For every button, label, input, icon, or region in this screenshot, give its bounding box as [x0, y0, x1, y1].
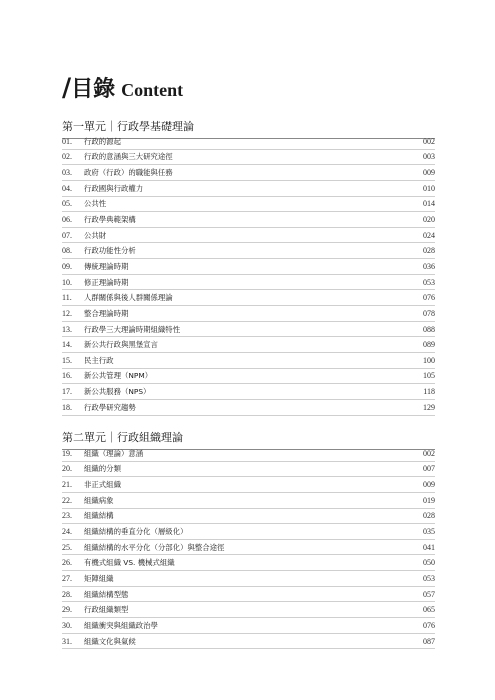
toc-entry[interactable] — [62, 571, 435, 587]
entry-page: 009 — [423, 168, 435, 178]
entry-number: 20. — [62, 464, 72, 474]
entry-number: 05. — [62, 199, 72, 209]
entry-title: 組織（理論）意涵 — [84, 448, 144, 458]
toc-entry[interactable] — [62, 540, 435, 556]
entry-title: 公共性 — [84, 199, 107, 209]
entry-page: 035 — [423, 527, 435, 537]
entry-number: 18. — [62, 402, 72, 412]
entry-title: 非正式組織 — [84, 480, 121, 490]
entry-title: 公共財 — [84, 230, 107, 240]
entry-number: 06. — [62, 215, 72, 225]
toc-entry[interactable] — [62, 181, 435, 197]
entry-page: 009 — [423, 480, 435, 490]
toc-entry[interactable] — [62, 618, 435, 634]
entry-number: 24. — [62, 527, 72, 537]
entry-number: 02. — [62, 152, 72, 162]
toc-entry[interactable] — [62, 555, 435, 571]
toc-entry[interactable] — [62, 493, 435, 509]
toc-entry[interactable] — [62, 150, 435, 166]
entry-title: 組織結構的垂直分化（層級化） — [84, 527, 188, 537]
entry-number: 23. — [62, 511, 72, 521]
toc-entry[interactable] — [62, 212, 435, 228]
entry-number: 12. — [62, 308, 72, 318]
entry-page: 028 — [423, 246, 435, 256]
entry-page: 002 — [423, 136, 435, 146]
entry-title: 有機式組織 VS. 機械式組織 — [84, 558, 175, 568]
entry-page: 007 — [423, 464, 435, 474]
entry-title: 傳統理論時期 — [84, 261, 129, 271]
unit-2-heading: 第二單元｜行政組織理論 — [62, 429, 435, 450]
entry-number: 15. — [62, 355, 72, 365]
toc-entry[interactable] — [62, 462, 435, 478]
entry-page: 078 — [423, 308, 435, 318]
entry-number: 30. — [62, 620, 72, 630]
entry-title: 行政學研究趨勢 — [84, 402, 136, 412]
entry-page: 028 — [423, 511, 435, 521]
entry-number: 19. — [62, 448, 72, 458]
entry-title: 矩陣組織 — [84, 573, 114, 583]
entry-title: 行政的源起 — [84, 136, 121, 146]
toc-entry[interactable] — [62, 228, 435, 244]
entry-number: 09. — [62, 261, 72, 271]
toc-entry[interactable] — [62, 634, 435, 650]
toc-entry[interactable] — [62, 337, 435, 353]
entry-page: 010 — [423, 183, 435, 193]
entry-title: 組織病象 — [84, 495, 114, 505]
entry-page: 014 — [423, 199, 435, 209]
entry-number: 22. — [62, 495, 72, 505]
entry-page: 087 — [423, 636, 435, 646]
entry-page: 100 — [423, 355, 435, 365]
entry-page: 050 — [423, 558, 435, 568]
title-slash: / — [62, 73, 72, 102]
entry-page: 065 — [423, 605, 435, 615]
entry-page: 057 — [423, 589, 435, 599]
entry-number: 10. — [62, 277, 72, 287]
entry-title: 行政功能性分析 — [84, 246, 136, 256]
entry-number: 08. — [62, 246, 72, 256]
entry-title: 行政組織類型 — [84, 605, 129, 615]
entry-title: 組織結構 — [84, 511, 114, 521]
toc-entry[interactable] — [62, 197, 435, 213]
entry-page: 053 — [423, 277, 435, 287]
entry-number: 29. — [62, 605, 72, 615]
entry-page: 053 — [423, 573, 435, 583]
entry-number: 26. — [62, 558, 72, 568]
toc-entry[interactable] — [62, 509, 435, 525]
entry-page: 003 — [423, 152, 435, 162]
toc-entry[interactable] — [62, 587, 435, 603]
toc-entry[interactable] — [62, 243, 435, 259]
entry-page: 105 — [423, 371, 435, 381]
page-title — [62, 72, 183, 103]
toc-entry[interactable] — [62, 259, 435, 275]
entry-title: 民主行政 — [84, 355, 114, 365]
entry-title: 組織文化與氣候 — [84, 636, 136, 646]
entry-page: 076 — [423, 620, 435, 630]
toc-entry[interactable] — [62, 384, 435, 400]
entry-page: 089 — [423, 340, 435, 350]
entry-page: 024 — [423, 230, 435, 240]
entry-page: 076 — [423, 293, 435, 303]
toc-entry[interactable] — [62, 400, 435, 416]
entry-number: 25. — [62, 542, 72, 552]
entry-title: 組織結構的水平分化（分部化）與整合途徑 — [84, 542, 225, 552]
title-english: Content — [121, 80, 184, 100]
entry-number: 01. — [62, 136, 72, 146]
entry-title: 行政的意涵與三大研究途徑 — [84, 152, 173, 162]
entry-number: 03. — [62, 168, 72, 178]
entry-title: 新公共行政與黑堡宣言 — [84, 340, 158, 350]
entry-page: 036 — [423, 261, 435, 271]
entry-number: 31. — [62, 636, 72, 646]
entry-page: 019 — [423, 495, 435, 505]
entry-number: 11. — [62, 293, 72, 303]
entry-number: 13. — [62, 324, 72, 334]
entry-number: 14. — [62, 340, 72, 350]
entry-number: 04. — [62, 183, 72, 193]
toc-entry[interactable] — [62, 290, 435, 306]
entry-page: 088 — [423, 324, 435, 334]
toc-entry[interactable] — [62, 524, 435, 540]
entry-page: 118 — [423, 387, 435, 397]
entry-page: 129 — [423, 402, 435, 412]
unit-2-list — [62, 446, 435, 649]
entry-page: 041 — [423, 542, 435, 552]
toc-entry[interactable] — [62, 275, 435, 291]
unit-1-list — [62, 134, 435, 416]
entry-title: 政府（行政）的職能與任務 — [84, 168, 173, 178]
entry-title: 新公共服務（NPS） — [84, 387, 151, 397]
toc-entry[interactable] — [62, 602, 435, 618]
entry-page: 002 — [423, 448, 435, 458]
entry-title: 修正理論時期 — [84, 277, 129, 287]
entry-number: 21. — [62, 480, 72, 490]
entry-title: 新公共管理（NPM） — [84, 371, 153, 381]
entry-title: 人群關係與後人群關係理論 — [84, 293, 173, 303]
entry-number: 28. — [62, 589, 72, 599]
unit-1-heading: 第一單元｜行政學基礎理論 — [62, 118, 435, 139]
entry-title: 行政學典範架構 — [84, 215, 136, 225]
toc-entry[interactable] — [62, 134, 435, 150]
entry-title: 組織衝突與組織政治學 — [84, 620, 158, 630]
entry-number: 16. — [62, 371, 72, 381]
entry-number: 27. — [62, 573, 72, 583]
entry-number: 07. — [62, 230, 72, 240]
entry-number: 17. — [62, 387, 72, 397]
entry-title: 行政國與行政權力 — [84, 183, 144, 193]
toc-entry[interactable] — [62, 322, 435, 338]
entry-title: 整合理論時期 — [84, 308, 129, 318]
entry-title: 組織的分類 — [84, 464, 121, 474]
toc-entry[interactable] — [62, 446, 435, 462]
toc-entry[interactable] — [62, 353, 435, 369]
toc-entry[interactable] — [62, 369, 435, 385]
entry-title: 行政學三大理論時期組織特性 — [84, 324, 181, 334]
entry-page: 020 — [423, 215, 435, 225]
toc-entry[interactable] — [62, 477, 435, 493]
toc-entry[interactable] — [62, 165, 435, 181]
title-chinese: 目錄 — [71, 77, 116, 102]
entry-title: 組織結構型態 — [84, 589, 129, 599]
toc-entry[interactable] — [62, 306, 435, 322]
